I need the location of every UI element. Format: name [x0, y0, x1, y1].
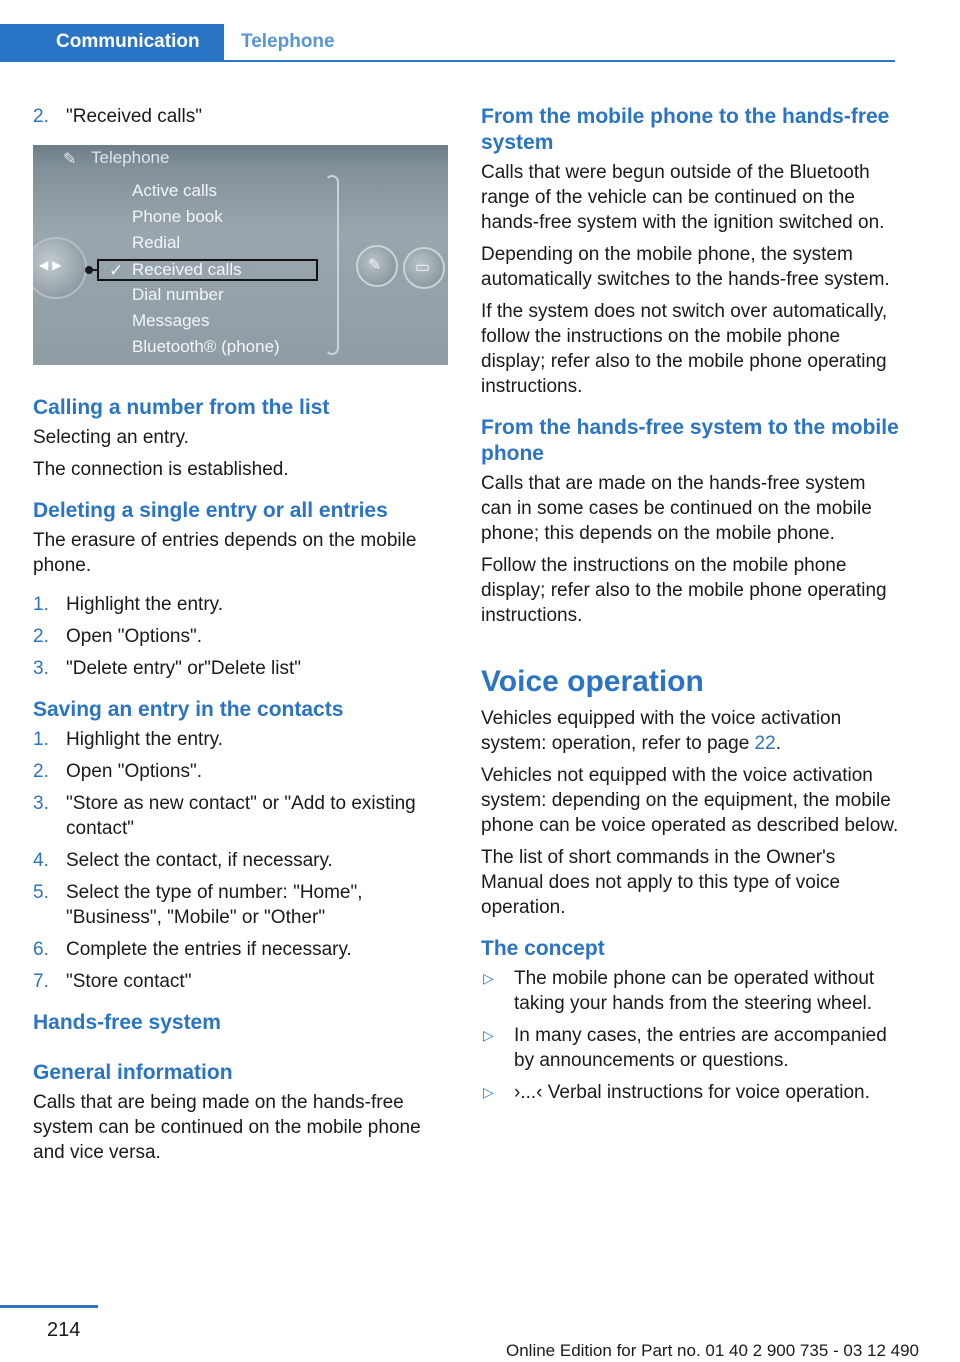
list-item [33, 104, 448, 129]
step-text: "Store contact" [66, 971, 192, 992]
heading-saving-entry: Saving an entry in the contacts [33, 698, 344, 721]
step-text: "Received calls" [66, 106, 202, 127]
bullet-text: The mobile phone can be operated without taking your hands from the steering wheel. [514, 968, 875, 1014]
step-number: 2. [33, 106, 49, 127]
paragraph: Calls that are made on the hands-free system can in some cases be continued on the mobile phone; this depends on the mobile phone. [481, 473, 872, 544]
tools-icon: ✎ [63, 151, 77, 168]
heading-general-information: General information [33, 1061, 233, 1084]
concept-list [481, 966, 899, 1105]
paragraph: The connection is established. [33, 459, 289, 480]
menu-item-bluetooth: Bluetooth® (phone) [132, 337, 280, 356]
list-item [33, 727, 448, 752]
heading-voice-operation: Voice operation [481, 665, 704, 698]
list-item [33, 592, 448, 617]
received-calls-step [33, 104, 448, 129]
tab-telephone[interactable]: Telephone [241, 31, 335, 52]
tab-communication[interactable]: Communication [0, 24, 224, 62]
heading-mobile-to-hands-free: From the mobile phone to the hands-free system [481, 105, 890, 154]
step-text: "Delete entry" or"Delete list" [66, 658, 302, 679]
list-item [33, 791, 448, 841]
paragraph: If the system does not switch over automatically, follow the instructions on the mobile phone display; refer also to the mobile phone operating instructions. [481, 301, 888, 397]
heading-hands-free-system: Hands-free system [33, 1011, 221, 1034]
paragraph [481, 706, 899, 756]
header-tabbar [0, 24, 895, 62]
menu-item-received-calls: Received calls [132, 260, 242, 279]
step-number: 2. [33, 761, 49, 782]
list-item [33, 759, 448, 784]
step-text: Open "Options". [66, 626, 203, 647]
menu-item-redial: Redial [132, 233, 181, 252]
list-item [481, 1023, 899, 1073]
step-text: Highlight the entry. [66, 729, 224, 750]
step-number: 3. [33, 793, 49, 814]
list-item [33, 656, 448, 681]
bullet-text: In many cases, the entries are accompanied by announcements or questions. [514, 1025, 887, 1071]
paragraph: Selecting an entry. [33, 427, 189, 448]
tools-button-icon: ✎ [356, 245, 398, 287]
step-text: Complete the entries if necessary. [66, 939, 352, 960]
list-item [33, 880, 448, 930]
step-text: "Store as new contact" or "Add to existing contact" [66, 793, 416, 839]
bullet-text: ›...‹ Verbal instructions for voice operation. [514, 1082, 870, 1103]
page-number: 214 [47, 1319, 81, 1341]
paragraph: Vehicles not equipped with the voice activation system: depending on the equipment, the mobile phone can be voice operated as described below. [481, 765, 899, 836]
heading-deleting-entries: Deleting a single entry or all entries [33, 499, 388, 522]
menu-item-active-calls: Active calls [132, 181, 218, 200]
text-segment: . [775, 733, 781, 754]
step-text: Highlight the entry. [66, 594, 224, 615]
controller-knob-icon: ◀▶ [33, 237, 87, 299]
heading-the-concept: The concept [481, 937, 605, 960]
menu-item-phone-book: Phone book [132, 207, 223, 226]
heading-calling-from-list: Calling a number from the list [33, 396, 330, 419]
edition-note: Online Edition for Part no. 01 40 2 900 735 - 03 12 490 [506, 1341, 920, 1360]
step-number: 4. [33, 850, 49, 871]
step-number: 6. [33, 939, 49, 960]
list-item [33, 848, 448, 873]
triangle-bullet-icon: ▷ [483, 970, 494, 986]
footer-rule [0, 1305, 98, 1308]
list-item [33, 937, 448, 962]
text-segment: Vehicles equipped with the voice activation system: operation, refer to page [481, 708, 842, 754]
left-column [33, 104, 448, 1172]
paragraph: Calls that were begun outside of the Bluetooth range of the vehicle can be continued on the hands-free system with the ignition switched on. [481, 162, 885, 233]
deleting-steps [33, 592, 448, 681]
step-number: 1. [33, 594, 49, 615]
check-icon: ✓ [109, 261, 124, 280]
selection-highlight [97, 259, 318, 281]
step-number: 3. [33, 658, 49, 679]
saving-steps [33, 727, 448, 994]
step-number: 1. [33, 729, 49, 750]
step-number: 5. [33, 882, 49, 903]
list-item [481, 966, 899, 1016]
paragraph: The list of short commands in the Owner's Manual does not apply to this type of voice operation. [481, 847, 841, 918]
right-column [481, 104, 899, 1112]
list-item [33, 624, 448, 649]
step-number: 2. [33, 626, 49, 647]
paragraph: Calls that are being made on the hands-free system can be continued on the mobile phone and vice versa. [33, 1092, 421, 1163]
triangle-bullet-icon: ▷ [483, 1084, 494, 1100]
list-item [481, 1080, 899, 1105]
screen-title: Telephone [91, 148, 170, 167]
telephone-menu-screenshot [33, 145, 448, 365]
step-text: Select the type of number: "Home", "Business", "Mobile" or "Other" [66, 882, 363, 928]
pointer-dot [85, 266, 93, 274]
scroll-arc [325, 175, 339, 355]
menu-item-messages: Messages [132, 311, 210, 330]
step-text: Open "Options". [66, 761, 203, 782]
paragraph: The erasure of entries depends on the mobile phone. [33, 530, 417, 576]
paragraph: Depending on the mobile phone, the system automatically switches to the hands-free system. [481, 244, 890, 290]
step-number: 7. [33, 971, 49, 992]
list-item [33, 969, 448, 994]
menu-item-dial-number: Dial number [132, 285, 224, 304]
paragraph: Follow the instructions on the mobile phone display; refer also to the mobile phone operating instructions. [481, 555, 887, 626]
heading-hands-free-to-mobile: From the hands-free system to the mobile phone [481, 416, 899, 465]
split-screen-icon: ▭ [403, 247, 445, 289]
step-text: Select the contact, if necessary. [66, 850, 333, 871]
page-reference-link[interactable]: 22 [754, 733, 776, 754]
triangle-bullet-icon: ▷ [483, 1027, 494, 1043]
